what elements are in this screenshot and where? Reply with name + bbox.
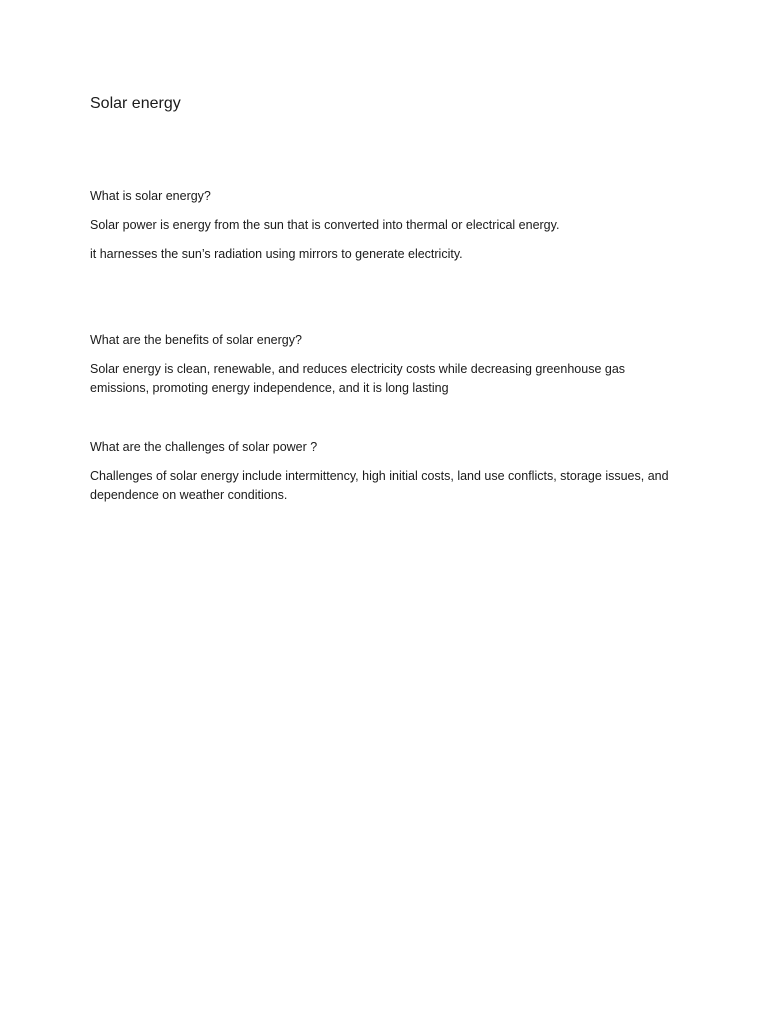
paragraph-benefits: Solar energy is clean, renewable, and reduces electricity costs while decreasing greenhouse gas emissions, promoting energy independence, and it is long lasting: [90, 362, 626, 395]
section-heading-benefits: What are the benefits of solar energy?: [90, 333, 302, 347]
paragraph-challenges: Challenges of solar energy include intermittency, high initial costs, land use conflicts, storage issues, and dependence on weather conditions.: [90, 469, 669, 502]
paragraph-definition: Solar power is energy from the sun that is converted into thermal or electrical energy.: [90, 218, 560, 232]
section-heading-challenges: What are the challenges of solar power ?: [90, 440, 318, 454]
section-heading-what-is: What is solar energy?: [90, 189, 211, 203]
document-title: Solar energy: [90, 95, 181, 112]
document-body: [90, 93, 690, 505]
paragraph-harnesses: it harnesses the sun’s radiation using mirrors to generate electricity.: [90, 247, 463, 261]
